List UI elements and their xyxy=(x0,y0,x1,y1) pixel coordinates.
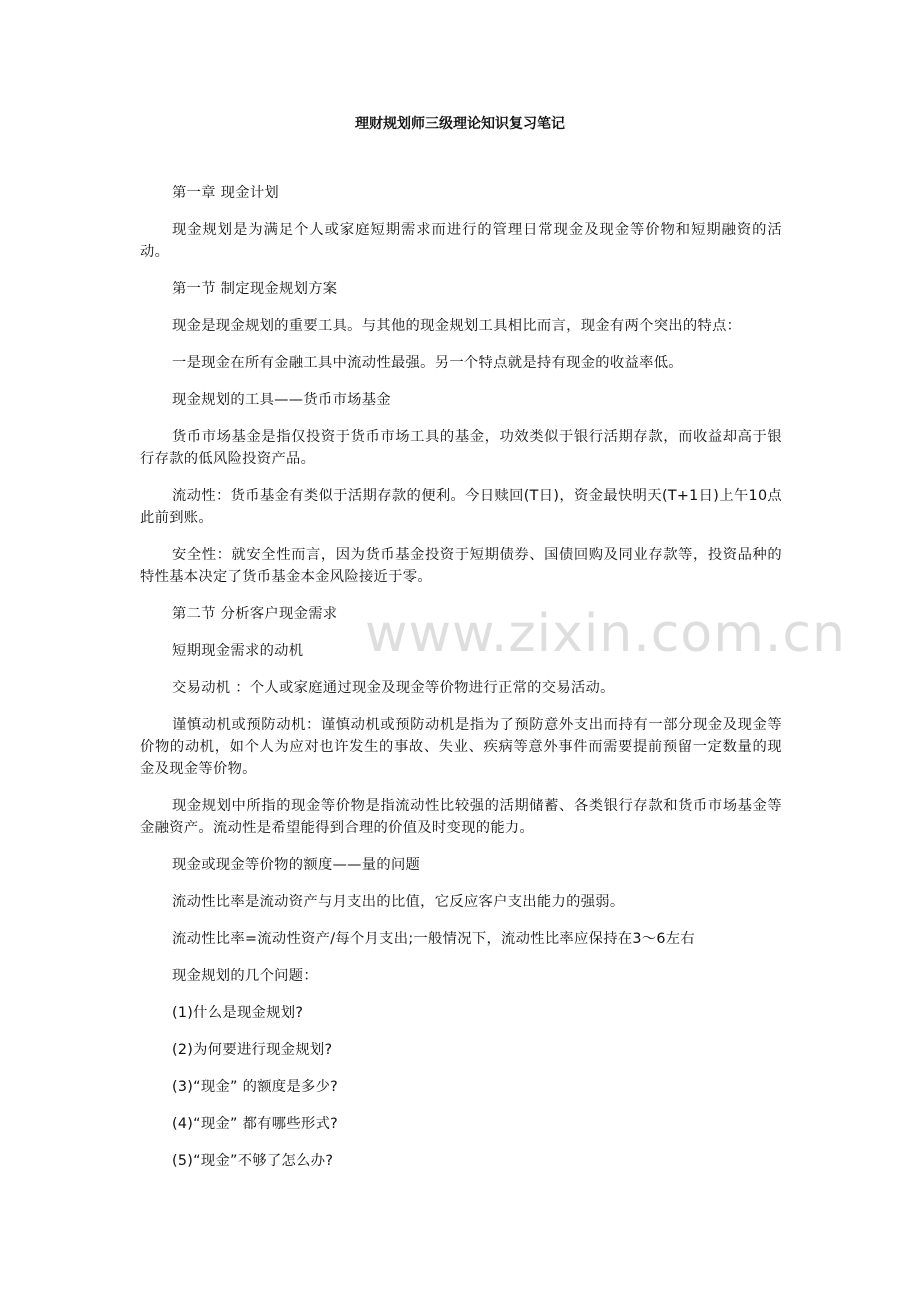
list-item: (4)“现金” 都有哪些形式? xyxy=(172,1116,339,1132)
section-heading: 第二节 分析客户现金需求 xyxy=(172,606,338,622)
paragraph: 现金规划是为满足个人或家庭短期需求而进行的管理日常现金及现金等价物和短期融资的活动。 xyxy=(140,222,782,260)
list-item: (1)什么是现金规划? xyxy=(172,1005,304,1021)
paragraph: 货币市场基金是指仅投资于货币市场工具的基金，功效类似于银行活期存款，而收益却高于银行存款的低风险投资产品。 xyxy=(140,429,782,467)
chapter-heading: 第一章 现金计划 xyxy=(172,185,280,201)
section-heading: 第一节 制定现金规划方案 xyxy=(172,281,338,297)
list-item: (5)“现金”不够了怎么办? xyxy=(172,1153,334,1169)
paragraph: 流动性：货币基金有类似于活期存款的便利。今日赎回(T日)，资金最快明天(T+1日)上午10点此前到账。 xyxy=(140,488,782,526)
subheading: 现金规划的工具——货币市场基金 xyxy=(172,392,391,408)
paragraph: 现金规划的几个问题： xyxy=(172,968,318,984)
document-title: 理财规划师三级理论知识复习笔记 xyxy=(355,116,565,132)
paragraph: 安全性：就安全性而言，因为货币基金投资于短期债券、国债回购及同业存款等，投资品种的特性基本决定了货币基金本金风险接近于零。 xyxy=(140,547,782,585)
subheading: 短期现金需求的动机 xyxy=(172,643,304,659)
paragraph: 流动性比率=流动性资产/每个月支出;一般情况下，流动性比率应保持在3～6左右 xyxy=(172,931,695,947)
watermark: www.zixin.com.cn xyxy=(365,604,846,664)
list-item: (2)为何要进行现金规划? xyxy=(172,1042,333,1058)
paragraph: 现金规划中所指的现金等价物是指流动性比较强的活期储蓄、各类银行存款和货币市场基金等金融资产。流动性是希望能得到合理的价值及时变现的能力。 xyxy=(140,798,782,836)
paragraph: 一是现金在所有金融工具中流动性最强。另一个特点就是持有现金的收益率低。 xyxy=(172,355,683,371)
paragraph: 现金是现金规划的重要工具。与其他的现金规划工具相比而言，现金有两个突出的特点： xyxy=(172,318,742,334)
document-body xyxy=(140,182,782,1172)
paragraph: 流动性比率是流动资产与月支出的比值，它反应客户支出能力的强弱。 xyxy=(172,894,625,910)
paragraph: 谨慎动机或预防动机：谨慎动机或预防动机是指为了预防意外支出而持有一部分现金及现金等价物的动机，如个人为应对也许发生的事故、失业、疾病等意外事件而需要提前预留一定数量的现金及现金等价物。 xyxy=(140,717,782,777)
subheading: 现金或现金等价物的额度——量的问题 xyxy=(172,857,421,873)
list-item: (3)“现金” 的额度是多少? xyxy=(172,1079,339,1095)
paragraph: 交易动机 ：个人或家庭通过现金及现金等价物进行正常的交易活动。 xyxy=(172,680,615,696)
